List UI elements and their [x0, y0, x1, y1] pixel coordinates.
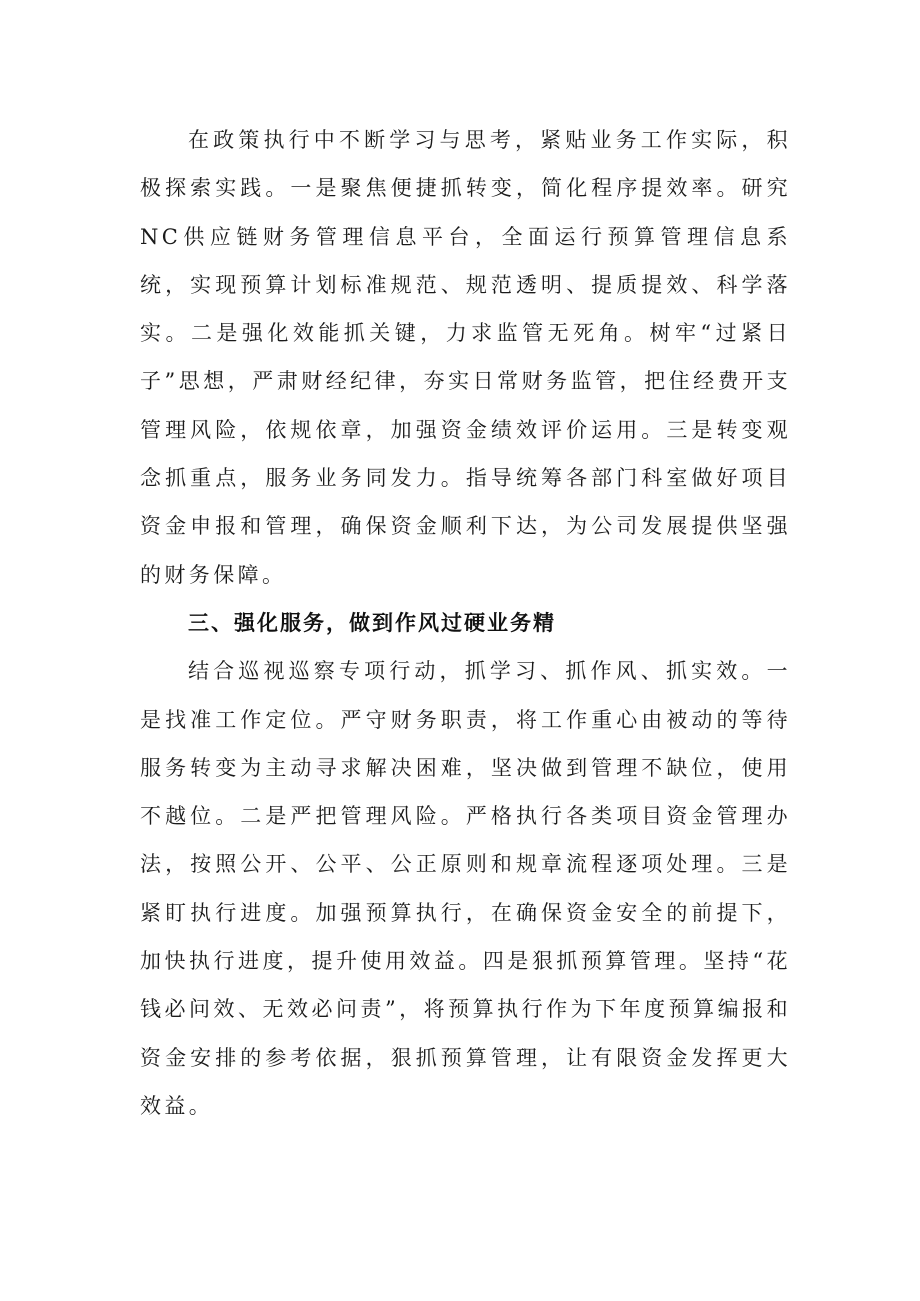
paragraph-service-style: 结合巡视巡察专项行动，抓学习、抓作风、抓实效。一是找准工作定位。严守财务职责，将工作重心由被动的等待服务转变为主动寻求解决困难，坚决做到管理不缺位，使用不越位。二是严把管理风险。严格执行各类项目资金管理办法，按照公开、公平、公正原则和规章流程逐项处理。三是紧盯执行进度。加强预算执行，在确保资金安全的前提下，加快执行进度，提升使用效益。四是狠抓预算管理。坚持“花钱必问效、无效必问责”，将预算执行作为下年度预算编报和资金安排的参考依据，狠抓预算管理，让有限资金发挥更大效益。 [140, 659, 791, 1118]
section-heading: 三、强化服务，做到作风过硬业务精 [188, 610, 556, 635]
document-body [140, 116, 791, 1130]
paragraph-budget-practice: 在政策执行中不断学习与思考，紧贴业务工作实际，积极探索实践。一是聚焦便捷抓转变，简化程序提效率。研究NC供应链财务管理信息平台，全面运行预算管理信息系统，实现预算计划标准规范、规范透明、提质提效、科学落实。二是强化效能抓关键，力求监管无死角。树牢“过紧日子”思想，严肃财经纪律，夯实日常财务监管，把住经费开支管理风险，依规依章，加强资金绩效评价运用。三是转变观念抓重点，服务业务同发力。指导统筹各部门科室做好项目资金申报和管理，确保资金顺利下达，为公司发展提供坚强的财务保障。 [140, 128, 791, 587]
